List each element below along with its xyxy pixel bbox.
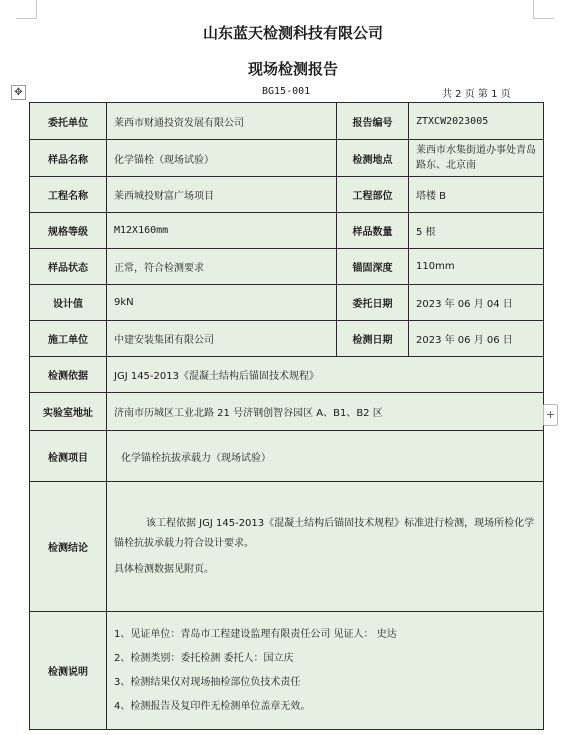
notes-label: 检测说明 [30,612,107,730]
page-info: 共 2 页 第 1 页 [442,89,511,100]
crop-mark-top-left [16,0,37,19]
add-column-plus-icon[interactable]: + [543,404,558,426]
table-row [30,140,544,177]
note-category: 2、检测类别：委托检测 委托人：国立庆 [114,652,294,664]
project-value: 莱西城投财富广场项目 [107,177,337,213]
table-row [30,103,544,140]
report-no-label: 报告编号 [337,103,409,140]
basis-value: JGJ 145-2013《混凝土结构后锚固技术规程》 [107,357,544,393]
table-move-handle-icon[interactable]: ✥ [11,85,26,100]
note-responsibility: 3、检测结果仅对现场抽检部位负技术责任 [114,676,301,688]
item-label: 检测项目 [30,431,107,482]
lab-label: 实验室地址 [30,393,107,431]
table-row [30,285,544,321]
table-row [30,249,544,285]
conclusion-paragraph: 该工程依据 JGJ 145-2013《混凝土结构后锚固技术规程》标准进行检测，现场所检化学锚栓抗拔承载力符合设计要求。 [114,517,535,549]
design-label: 设计值 [30,285,107,321]
sample-name-value: 化学锚栓（现场试验） [107,140,337,177]
item-value: 化学锚栓抗拔承载力（现场试验） [107,431,544,482]
qty-label: 样品数量 [337,213,409,249]
client-value: 莱西市财通投资发展有限公司 [107,103,337,140]
conclusion-appendix-note: 具体检测数据见附页。 [114,563,214,575]
notes-cell [107,612,544,730]
basis-label: 检测依据 [30,357,107,393]
test-date-value: 2023 年 06 月 06 日 [409,321,544,357]
table-row [30,213,544,249]
table-row [30,393,544,431]
spec-label: 规格等级 [30,213,107,249]
table-row [30,357,544,393]
location-label: 检测地点 [337,140,409,177]
table-row [30,321,544,357]
lab-value: 济南市历城区工业北路 21 号济钢创智谷园区 A、B1、B2 区 [107,393,544,431]
state-value: 正常，符合检测要求 [107,249,337,285]
spec-value: M12X160mm [107,213,337,249]
qty-value: 5 根 [409,213,544,249]
table-row [30,482,544,612]
commission-date-label: 委托日期 [337,285,409,321]
crop-mark-top-right [533,0,554,19]
report-no-value: ZTXCW2023005 [409,103,544,140]
table-row [30,431,544,482]
conclusion-cell [107,482,544,612]
conclusion-label: 检测结论 [30,482,107,612]
commission-date-value: 2023 年 06 月 04 日 [409,285,544,321]
part-value: 塔楼 B [409,177,544,213]
report-title: 现场检测报告 [247,60,338,78]
builder-label: 施工单位 [30,321,107,357]
test-date-label: 检测日期 [337,321,409,357]
table-row [30,177,544,213]
report-table [29,102,544,730]
project-label: 工程名称 [30,177,107,213]
part-label: 工程部位 [337,177,409,213]
depth-label: 锚固深度 [337,249,409,285]
state-label: 样品状态 [30,249,107,285]
company-name: 山东蓝天检测科技有限公司 [202,24,383,42]
location-value: 莱西市水集街道办事处青岛路东、北京南 [409,140,544,177]
note-validity: 4、检测报告及复印件无检测单位盖章无效。 [114,700,311,712]
report-code: BG15-001 [262,86,311,97]
table-row [30,612,544,730]
sample-name-label: 样品名称 [30,140,107,177]
note-witness: 1、见证单位：青岛市工程建设监理有限责任公司 见证人： 史达 [114,628,397,640]
client-label: 委托单位 [30,103,107,140]
builder-value: 中建安装集团有限公司 [107,321,337,357]
depth-value: 110mm [409,249,544,285]
design-value: 9kN [107,285,337,321]
